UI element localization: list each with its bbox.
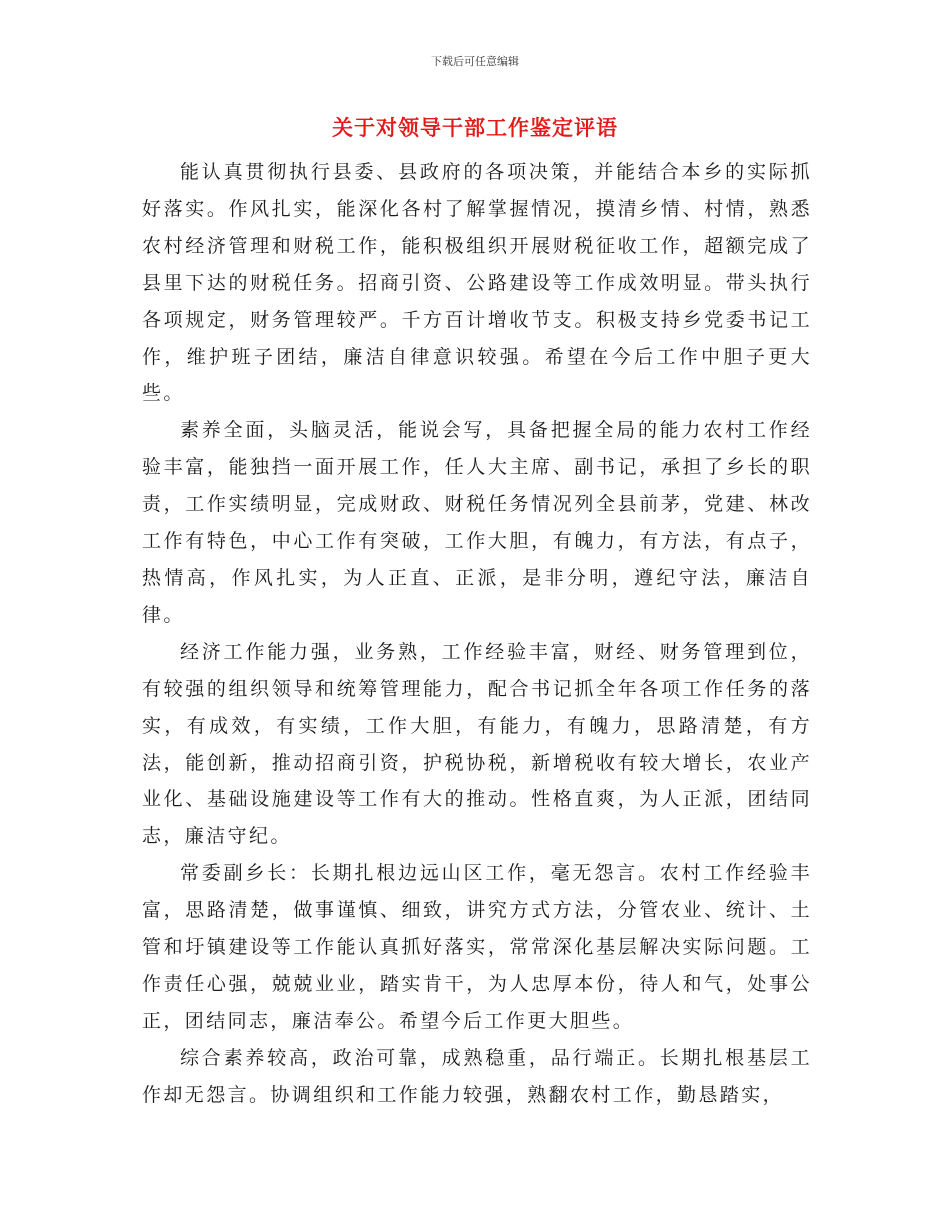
paragraph: 常委副乡长：长期扎根边远山区工作，毫无怨言。农村工作经验丰富，思路清楚，做事谨慎、细致，讲究方式方法，分管农业、统计、土管和圩镇建设等工作能认真抓好落实，常常深化基层解决实际问题。工作责任心强，兢兢业业，踏实肯干，为人忠厚本份，待人和气，处事公正，团结同志，廉洁奉公。希望今后工作更大胆些。 <box>142 862 812 1032</box>
document-body <box>142 154 812 1114</box>
paragraph: 综合素养较高，政治可靠，成熟稳重，品行端正。长期扎根基层工作却无怨言。协调组织和工作能力较强，熟翻农村工作，勤恳踏实， <box>142 1046 812 1106</box>
header-note: 下载后可任意编辑 <box>431 55 519 68</box>
paragraph: 经济工作能力强，业务熟，工作经验丰富，财经、财务管理到位，有较强的组织领导和统筹管理能力，配合书记抓全年各项工作任务的落实，有成效，有实绩，工作大胆，有能力，有魄力，思路清楚，有方法，能创新，推动招商引资，护税协税，新增税收有较大增长，农业产业化、基础设施建设等工作有大的推动。性格直爽，为人正派，团结同志，廉洁守纪。 <box>142 640 812 848</box>
paragraph: 素养全面，头脑灵活，能说会写，具备把握全局的能力农村工作经验丰富，能独挡一面开展工作，任人大主席、副书记，承担了乡长的职责，工作实绩明显，完成财政、财税任务情况列全县前茅，党建、林改工作有特色，中心工作有突破，工作大胆，有魄力，有方法，有点子，热情高，作风扎实，为人正直、正派，是非分明，遵纪守法，廉洁自律。 <box>142 419 812 626</box>
document-title: 关于对领导干部工作鉴定评语 <box>332 116 618 140</box>
paragraph: 能认真贯彻执行县委、县政府的各项决策，并能结合本乡的实际抓好落实。作风扎实，能深化各村了解掌握情况，摸清乡情、村情，熟悉农村经济管理和财税工作，能积极组织开展财税征收工作，超额完成了县里下达的财税任务。招商引资、公路建设等工作成效明显。带头执行各项规定，财务管理较严。千方百计增收节支。积极支持乡党委书记工作，维护班子团结，廉洁自律意识较强。希望在今后工作中胆子更大些。 <box>142 161 812 405</box>
